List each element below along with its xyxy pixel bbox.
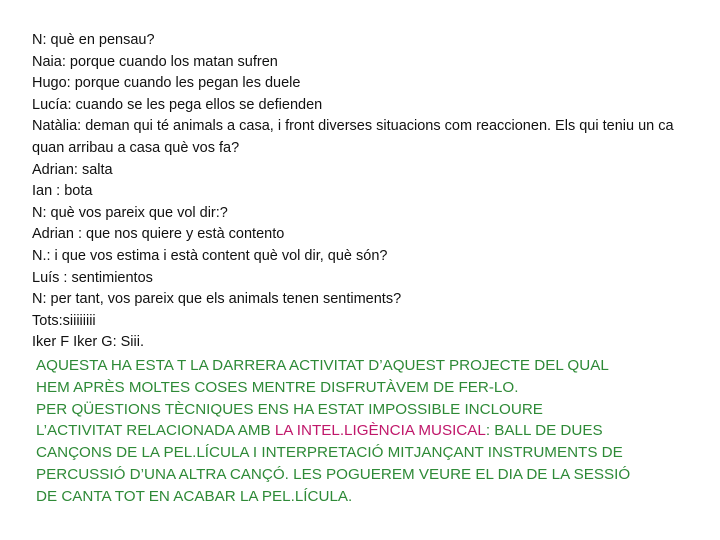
note-line: PER QÜESTIONS TÈCNIQUES ENS HA ESTAT IMPOSSIBLE INCLOURE xyxy=(36,400,543,418)
dialogue-line: Luís : sentimientos xyxy=(32,269,153,286)
dialogue-line: Naia: porque cuando los matan sufren xyxy=(32,53,278,70)
dialogue-line: Ian : bota xyxy=(32,183,93,200)
note-text: : BALL DE DUES xyxy=(485,422,603,440)
note-line: HEM APRÈS MOLTES COSES MENTRE DISFRUTÀVEM DE FER-LO. xyxy=(36,378,519,396)
note-line: DE CANTA TOT EN ACABAR LA PEL.LÍCULA. xyxy=(36,487,353,505)
dialogue-line: N: què en pensau? xyxy=(32,32,155,48)
note-line: PERCUSSIÓ D’UNA ALTRA CANÇÓ. LES POGUEREM VEURE EL DIA DE LA SESSIÓ xyxy=(36,465,631,483)
dialogue-line: Hugo: porque cuando les pegan les duele xyxy=(32,75,301,92)
dialogue-line: N: per tant, vos pareix que els animals tenen sentiments? xyxy=(32,291,402,308)
note-accent-text: LA INTEL.LIGÈNCIA MUSICAL xyxy=(274,422,486,440)
dialogue-line: Adrian: salta xyxy=(32,161,113,178)
note-line: AQUESTA HA ESTA T LA DARRERA ACTIVITAT D’AQUEST PROJECTE DEL QUAL xyxy=(36,357,609,374)
dialogue-line: Iker F Iker G: Siii. xyxy=(32,334,144,351)
dialogue-line: Adrian : que nos quiere y està contento xyxy=(32,226,285,243)
dialogue-line: Tots:siiiiiiii xyxy=(32,312,96,329)
dialogue-line: Lucía: cuando se les pega ellos se defienden xyxy=(32,96,323,113)
note-text: L’ACTIVITAT RELACIONADA AMB xyxy=(36,422,275,440)
dialogue-line: N: què vos pareix que vol dir:? xyxy=(32,204,228,221)
note-line xyxy=(36,420,706,442)
dialogue-line: N.: i que vos estima i està content què vol dir, què són? xyxy=(32,247,388,264)
dialogue-transcript xyxy=(32,30,702,354)
closing-note xyxy=(36,355,706,508)
note-line: CANÇONS DE LA PEL.LÍCULA I INTERPRETACIÓ MITJANÇANT INSTRUMENTS DE xyxy=(36,444,623,462)
dialogue-line: Natàlia: deman qui té animals a casa, i front diverses situacions com reaccionen. Els qui teniu un ca quan arribau a casa què vos fa? xyxy=(32,118,674,156)
